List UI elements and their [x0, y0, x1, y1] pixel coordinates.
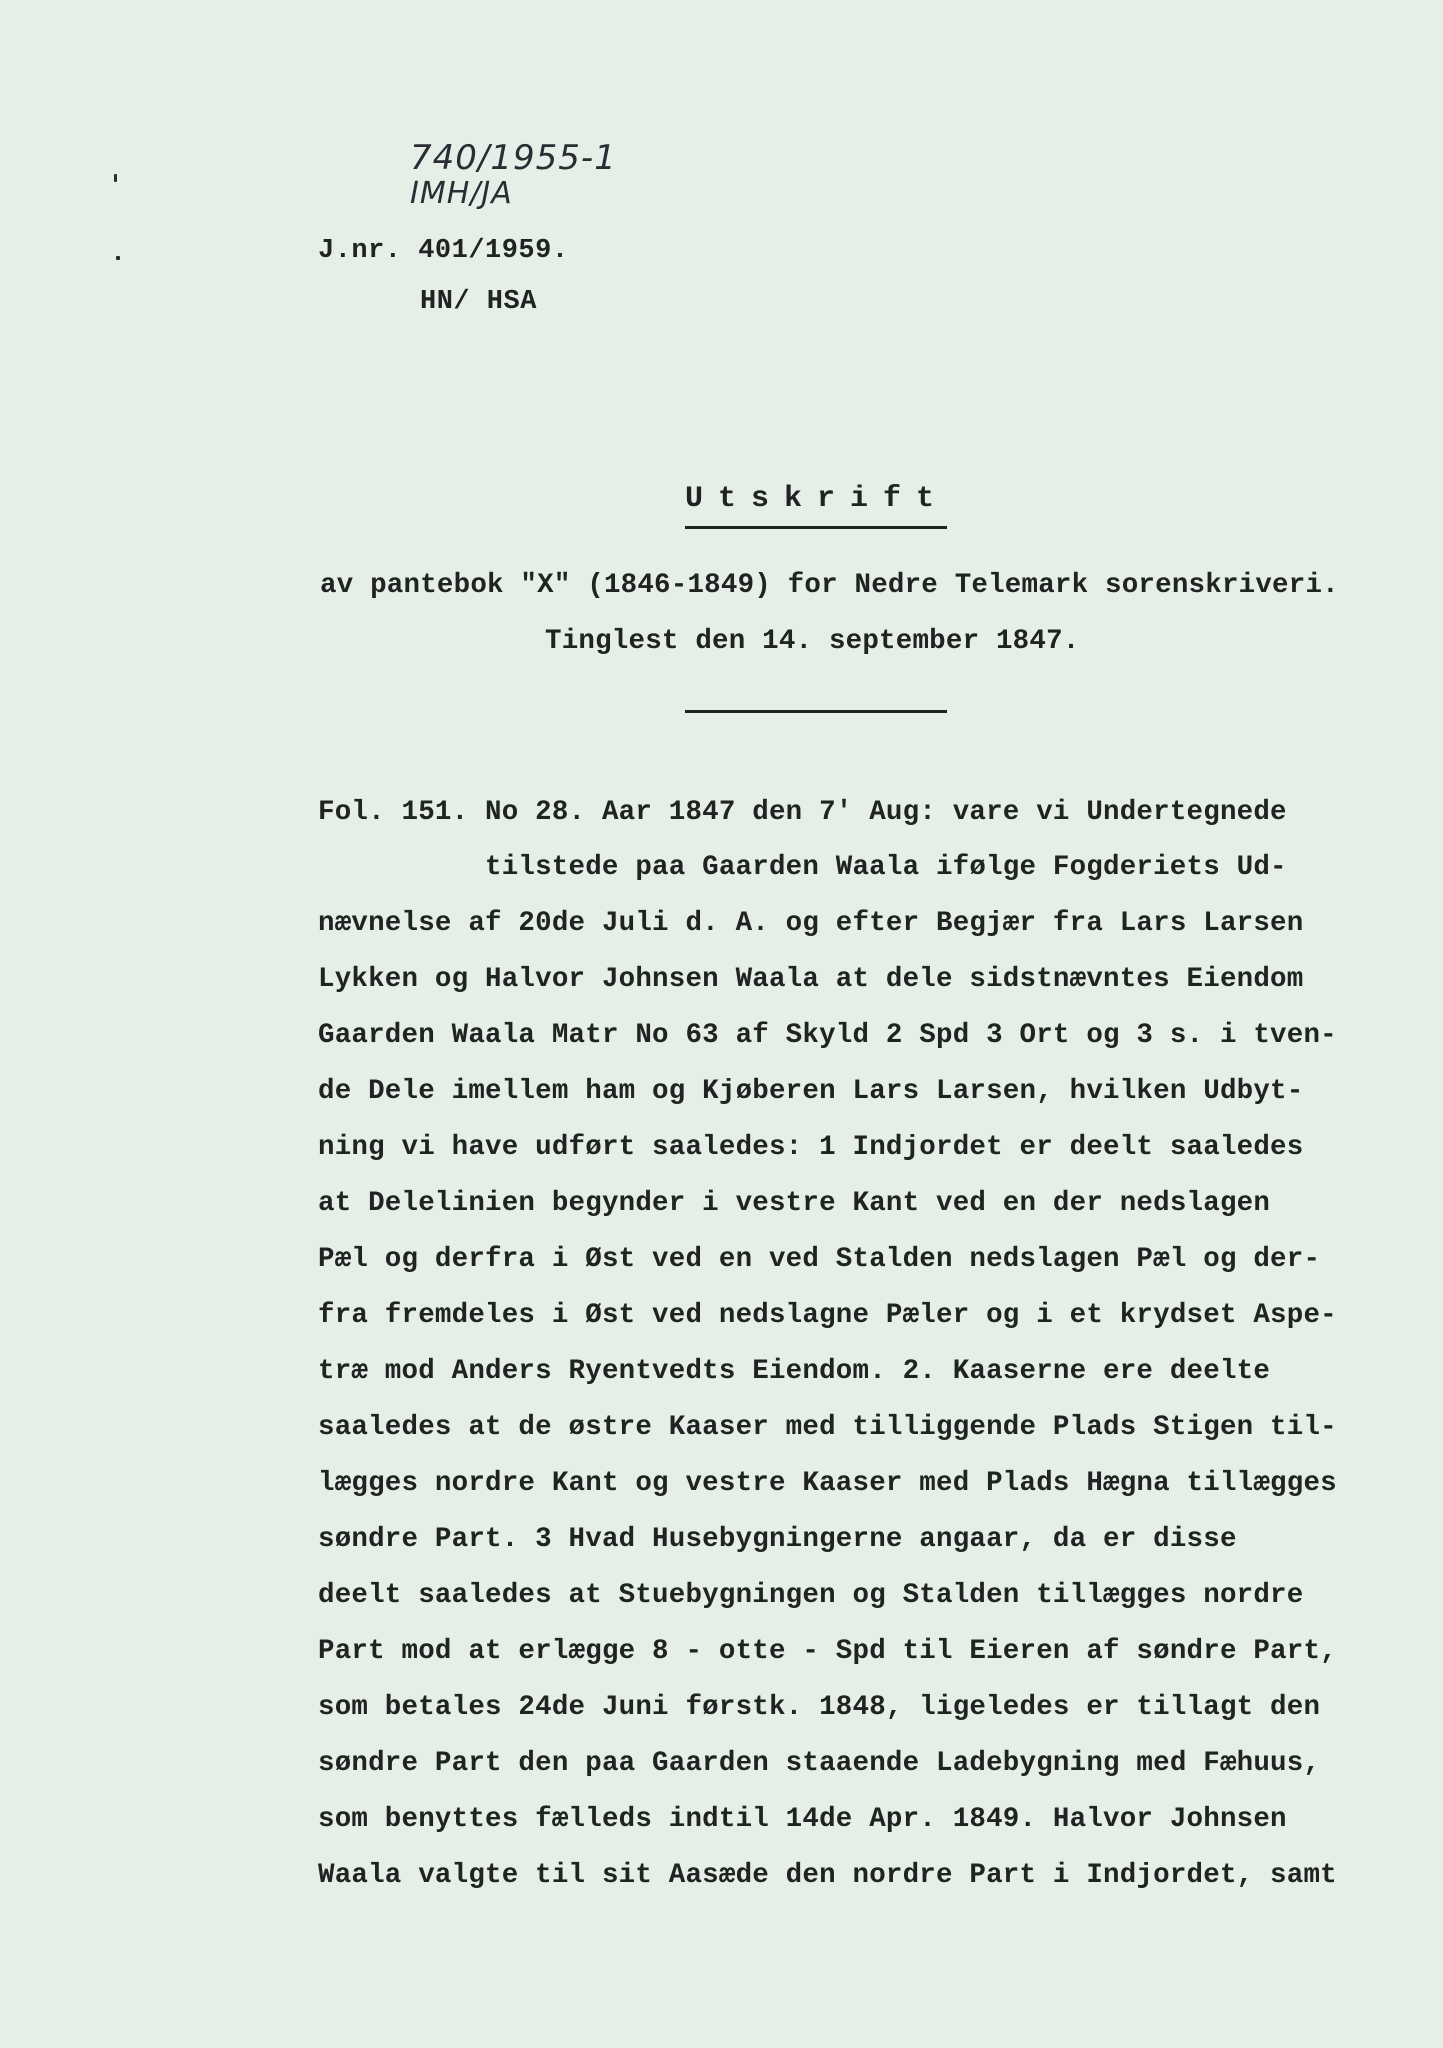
body-line: Gaarden Waala Matr No 63 af Skyld 2 Spd 3 Ort og 3 s. i tven-: [318, 1020, 1337, 1051]
body-line: Pæl og derfra i Øst ved en ved Stalden nedslagen Pæl og der-: [318, 1244, 1321, 1275]
body-line: lægges nordre Kant og vestre Kaaser med Plads Hægna tillægges: [318, 1468, 1337, 1499]
body-line: tilstede paa Gaarden Waala ifølge Fogderiets Ud-: [485, 852, 1287, 883]
body-line: søndre Part den paa Gaarden staaende Ladebygning med Fæhuus,: [318, 1748, 1321, 1779]
body-line: deelt saaledes at Stuebygningen og Stalden tillægges nordre: [318, 1580, 1304, 1611]
handwritten-initials: IMH/JA: [410, 176, 513, 211]
section-divider: [685, 710, 947, 713]
body-line: de Dele imellem ham og Kjøberen Lars Larsen, hvilken Udbyt-: [318, 1076, 1304, 1107]
body-line: ning vi have udført saaledes: 1 Indjordet er deelt saaledes: [318, 1132, 1304, 1163]
handwritten-reference: 740/1955-1: [410, 138, 617, 178]
body-line: træ mod Anders Ryentvedts Eiendom. 2. Kaaserne ere deelte: [318, 1356, 1271, 1387]
body-line: Lykken og Halvor Johnsen Waala at dele sidstnævntes Eiendom: [318, 964, 1304, 995]
case-initials: HN/ HSA: [420, 287, 537, 317]
body-line: fra fremdeles i Øst ved nedslagne Pæler og i et krydset Aspe-: [318, 1300, 1337, 1331]
body-line: som betales 24de Juni førstk. 1848, ligeledes er tillagt den: [318, 1692, 1321, 1723]
title-underline: [685, 526, 947, 529]
body-line: at Delelinien begynder i vestre Kant ved en der nedslagen: [318, 1188, 1271, 1219]
body-line: som benyttes fælleds indtil 14de Apr. 1849. Halvor Johnsen: [318, 1804, 1287, 1835]
margin-mark-dot: [116, 256, 120, 260]
body-line: nævnelse af 20de Juli d. A. og efter Begjær fra Lars Larsen: [318, 908, 1304, 939]
journal-number: J.nr. 401/1959.: [318, 236, 569, 266]
document-title: Utskrift: [685, 482, 950, 516]
body-line: saaledes at de østre Kaaser med tilliggende Plads Stigen til-: [318, 1412, 1337, 1443]
subtitle-line-2: Tinglest den 14. september 1847.: [545, 626, 1080, 657]
body-line: Part mod at erlægge 8 - otte - Spd til Eieren af søndre Part,: [318, 1636, 1337, 1667]
margin-mark-top: [114, 174, 117, 182]
body-line: søndre Part. 3 Hvad Husebygningerne angaar, da er disse: [318, 1524, 1237, 1555]
body-line: Waala valgte til sit Aasæde den nordre Part i Indjordet, samt: [318, 1860, 1337, 1891]
body-line: Fol. 151. No 28. Aar 1847 den 7' Aug: vare vi Undertegnede: [318, 797, 1287, 828]
subtitle-line-1: av pantebok "X" (1846-1849) for Nedre Telemark sorenskriveri.: [320, 570, 1339, 601]
